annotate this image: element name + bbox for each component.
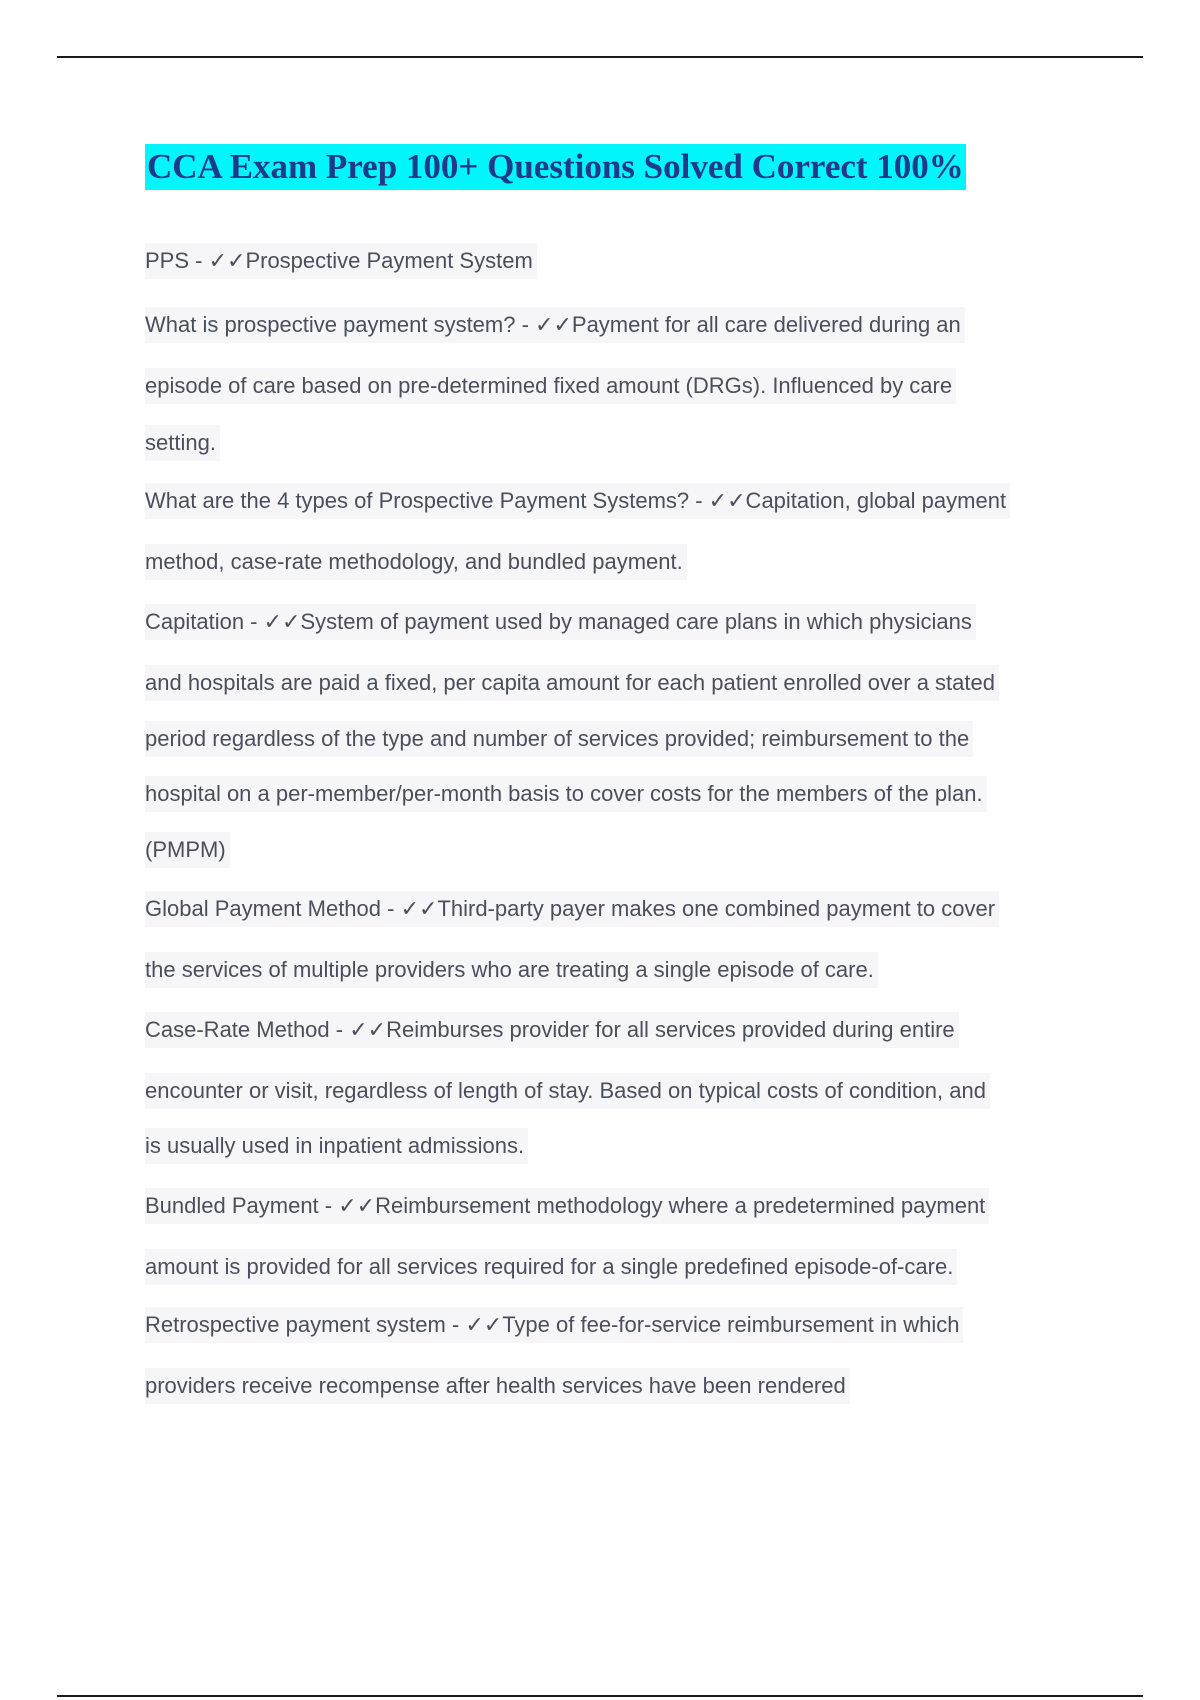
qa-line: PPS - ✓✓Prospective Payment System <box>145 243 537 279</box>
qa-line: method, case-rate methodology, and bundled payment. <box>145 544 687 580</box>
qa-line: hospital on a per-member/per-month basis to cover costs for the members of the plan. <box>145 776 987 812</box>
qa-line: period regardless of the type and number of services provided; reimbursement to the <box>145 721 973 757</box>
qa-line: amount is provided for all services required for a single predefined episode-of-care. <box>145 1249 957 1285</box>
qa-line: What is prospective payment system? - ✓✓Payment for all care delivered during an <box>145 307 965 343</box>
qa-line: Retrospective payment system - ✓✓Type of fee-for-service reimbursement in which <box>145 1307 963 1343</box>
qa-line: What are the 4 types of Prospective Payment Systems? - ✓✓Capitation, global payment <box>145 483 1010 519</box>
qa-line: (PMPM) <box>145 832 230 868</box>
qa-line: Capitation - ✓✓System of payment used by managed care plans in which physicians <box>145 604 976 640</box>
qa-line: is usually used in inpatient admissions. <box>145 1128 528 1164</box>
bottom-rule <box>57 1695 1143 1697</box>
qa-line: setting. <box>145 425 220 461</box>
document-title: CCA Exam Prep 100+ Questions Solved Correct 100% <box>145 144 966 190</box>
qa-line: the services of multiple providers who are treating a single episode of care. <box>145 952 878 988</box>
qa-line: Case-Rate Method - ✓✓Reimburses provider for all services provided during entire <box>145 1012 959 1048</box>
qa-line: providers receive recompense after health services have been rendered <box>145 1368 850 1404</box>
top-rule <box>57 56 1143 58</box>
qa-line: Bundled Payment - ✓✓Reimbursement methodology where a predetermined payment <box>145 1188 989 1224</box>
qa-line: encounter or visit, regardless of length of stay. Based on typical costs of condition, and <box>145 1073 990 1109</box>
qa-line: episode of care based on pre-determined fixed amount (DRGs). Influenced by care <box>145 368 956 404</box>
qa-line: and hospitals are paid a fixed, per capita amount for each patient enrolled over a stated <box>145 665 999 701</box>
qa-line: Global Payment Method - ✓✓Third-party payer makes one combined payment to cover <box>145 891 999 927</box>
